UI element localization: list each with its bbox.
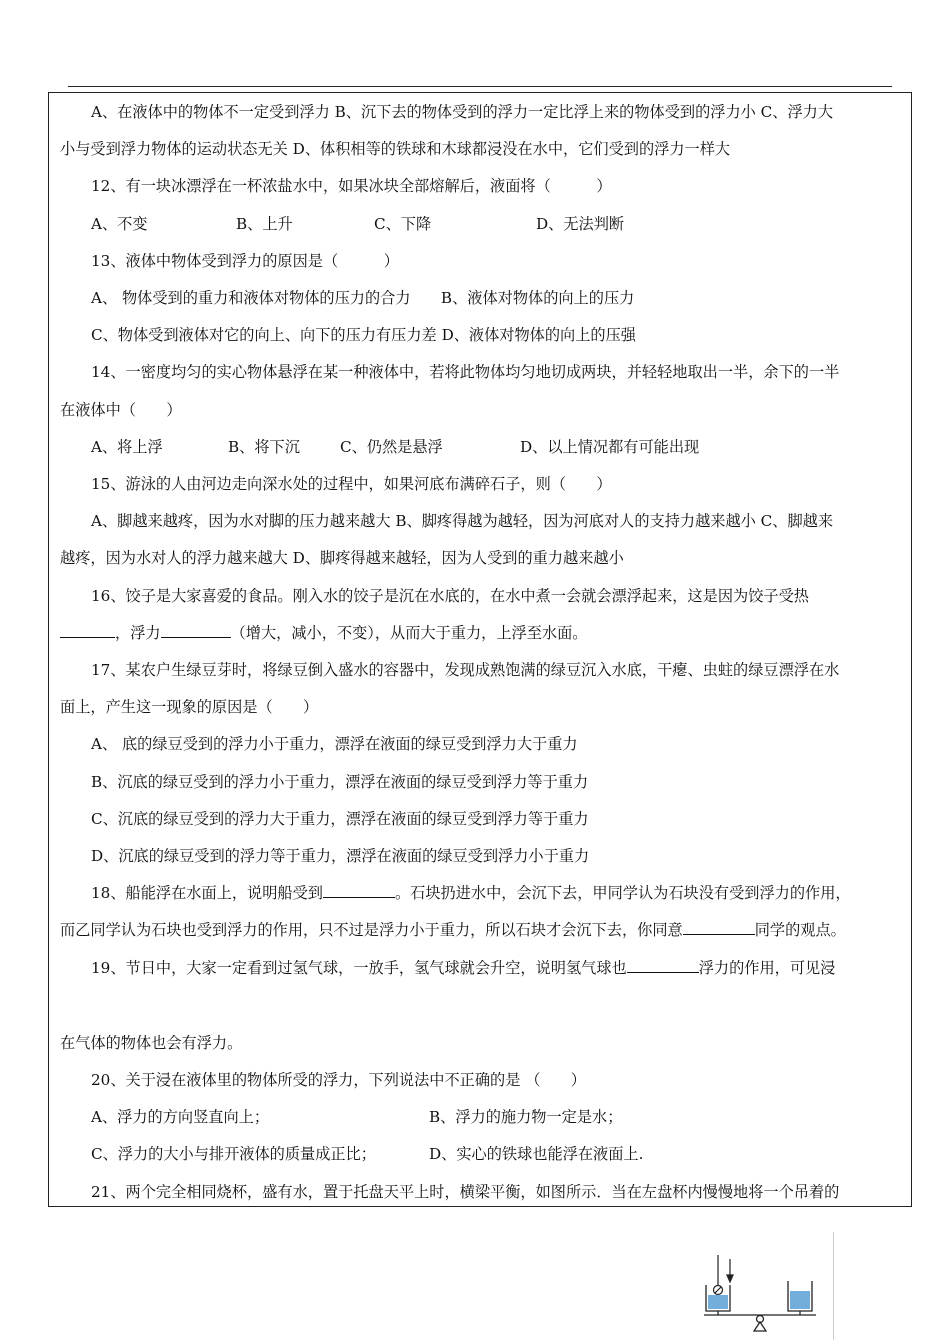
q20-option-d: D、实心的铁球也能浮在液面上. <box>429 1145 644 1164</box>
q12-option-d: D、无法判断 <box>536 214 625 233</box>
right-water <box>790 1291 810 1309</box>
q14-options <box>60 429 906 466</box>
q12-option-a: A、不变 <box>91 214 148 233</box>
q14-stem-line1: 14、一密度均匀的实心物体悬浮在某一种液体中，若将此物体均匀地切成两块，并轻轻地取出一半，余下的一半 <box>91 363 840 382</box>
q16-blank-2[interactable] <box>161 619 231 638</box>
q16-line2 <box>60 615 906 652</box>
q19-text-b: 浮力的作用，可见浸 <box>698 958 836 977</box>
q21-line1: 21、两个完全相同烧杯，盛有水，置于托盘天平上时，横梁平衡，如图所示．当在左盘杯内慢慢地将一个吊着的 <box>91 1182 840 1201</box>
q14-stem-line2: 在液体中（ ） <box>60 400 182 419</box>
q19-line1 <box>60 950 906 987</box>
q20-options-ab <box>60 1099 906 1136</box>
q18-blank-1[interactable] <box>323 879 395 898</box>
q18-line1 <box>60 875 906 912</box>
q18-text-d: 同学的观点。 <box>754 921 846 940</box>
q12-stem: 12、有一块冰漂浮在一杯浓盐水中，如果冰块全部熔解后，液面将（ ） <box>91 177 612 196</box>
q12-option-b: B、上升 <box>236 214 293 233</box>
q19-text-a: 19、节日中，大家一定看到过氢气球，一放手，氢气球就会升空，说明氢气球也 <box>91 958 627 977</box>
q13-options-ab: A、 物体受到的重力和液体对物体的压力的合力 B、液体对物体的向上的压力 <box>91 289 635 308</box>
q17-line1: 17、某农户生绿豆芽时，将绿豆倒入盛水的容器中，发现成熟饱满的绿豆沉入水底，干瘪、虫蛀的绿豆漂浮在水 <box>91 661 840 680</box>
q11-options-line1: A、在液体中的物体不一定受到浮力 B、沉下去的物体受到的浮力一定比浮上来的物体受到的浮力小 C、浮力大 <box>91 103 834 121</box>
q15-options-line1: A、脚越来越疼，因为水对脚的压力越来越大 B、脚疼得越为越轻，因为河底对人的支持力越来越小 C、脚越来 <box>91 512 834 531</box>
q12-options <box>60 206 906 243</box>
margin-rule <box>833 1232 834 1340</box>
q12-option-c: C、下降 <box>374 214 432 233</box>
header-rule <box>68 86 892 87</box>
q14-option-d: D、以上情况都有可能出现 <box>520 437 700 456</box>
left-water <box>708 1295 728 1309</box>
q15-options-line2: 越疼，因为水对人的浮力越来越大 D、脚疼得越来越轻，因为人受到的重力越来越小 <box>60 549 624 568</box>
q18-line2 <box>60 912 906 949</box>
q16-line1: 16、饺子是大家喜爱的食品。刚入水的饺子是沉在水底的，在水中煮一会就会漂浮起来，这是因为饺子受热 <box>91 586 809 605</box>
q20-options-cd <box>60 1136 906 1173</box>
q20-option-c: C、浮力的大小与排开液体的质量成正比； <box>91 1145 376 1164</box>
q13-stem: 13、液体中物体受到浮力的原因是（ ） <box>91 251 399 270</box>
q18-text-a: 18、船能浮在水面上，说明船受到 <box>91 884 323 903</box>
q17-option-a: A、 底的绿豆受到的浮力小于重力，漂浮在液面的绿豆受到浮力大于重力 <box>91 735 578 754</box>
spacer <box>60 987 906 1025</box>
q17-option-d: D、沉底的绿豆受到的浮力等于重力，漂浮在液面的绿豆受到浮力小于重力 <box>91 847 590 866</box>
balance-stand <box>754 1322 766 1331</box>
q17-option-b: B、沉底的绿豆受到的浮力小于重力，漂浮在液面的绿豆受到浮力等于重力 <box>91 772 589 791</box>
q14-option-a: A、将上浮 <box>91 437 163 456</box>
q16-text-a: ，浮力 <box>115 623 161 642</box>
down-arrow-icon <box>727 1275 733 1282</box>
q13-options-cd: C、物体受到液体对它的向上、向下的压力有压力差 D、液体对物体的向上的压强 <box>91 326 636 345</box>
q17-option-c: C、沉底的绿豆受到的浮力大于重力，漂浮在液面的绿豆受到浮力等于重力 <box>91 809 589 828</box>
q20-stem: 20、关于浸在液体里的物体所受的浮力，下列说法中不正确的是 （ ） <box>91 1071 586 1090</box>
q20-option-a: A、浮力的方向竖直向上； <box>91 1108 270 1127</box>
q18-blank-2[interactable] <box>683 916 755 935</box>
question-sheet <box>60 94 906 1211</box>
q18-text-b: 。石块扔进水中，会沉下去，甲同学认为石块没有受到浮力的作用， <box>394 884 851 903</box>
q15-stem: 15、游泳的人由河边走向深水处的过程中，如果河底布满碎石子，则（ ） <box>91 475 612 494</box>
q16-blank-1[interactable] <box>60 619 115 638</box>
q19-line2: 在气体的物体也会有浮力。 <box>60 1033 243 1052</box>
q14-option-b: B、将下沉 <box>228 437 300 456</box>
q20-option-b: B、浮力的施力物一定是水； <box>429 1108 623 1127</box>
q19-blank[interactable] <box>627 954 699 973</box>
q17-line2: 面上，产生这一现象的原因是（ ） <box>60 698 319 717</box>
q14-option-c: C、仍然是悬浮 <box>340 437 443 456</box>
q18-text-c: 而乙同学认为石块也受到浮力的作用，只不过是浮力小于重力，所以石块才会沉下去，你同意 <box>60 921 683 940</box>
q16-text-b: （增大，减小，不变），从而大于重力，上浮至水面。 <box>230 623 588 642</box>
q11-options-line2: 小与受到浮力物体的运动状态无关 D、体积相等的铁球和木球都浸没在水中，它们受到的浮力一样大 <box>60 140 731 159</box>
balance-figure <box>700 1255 822 1335</box>
